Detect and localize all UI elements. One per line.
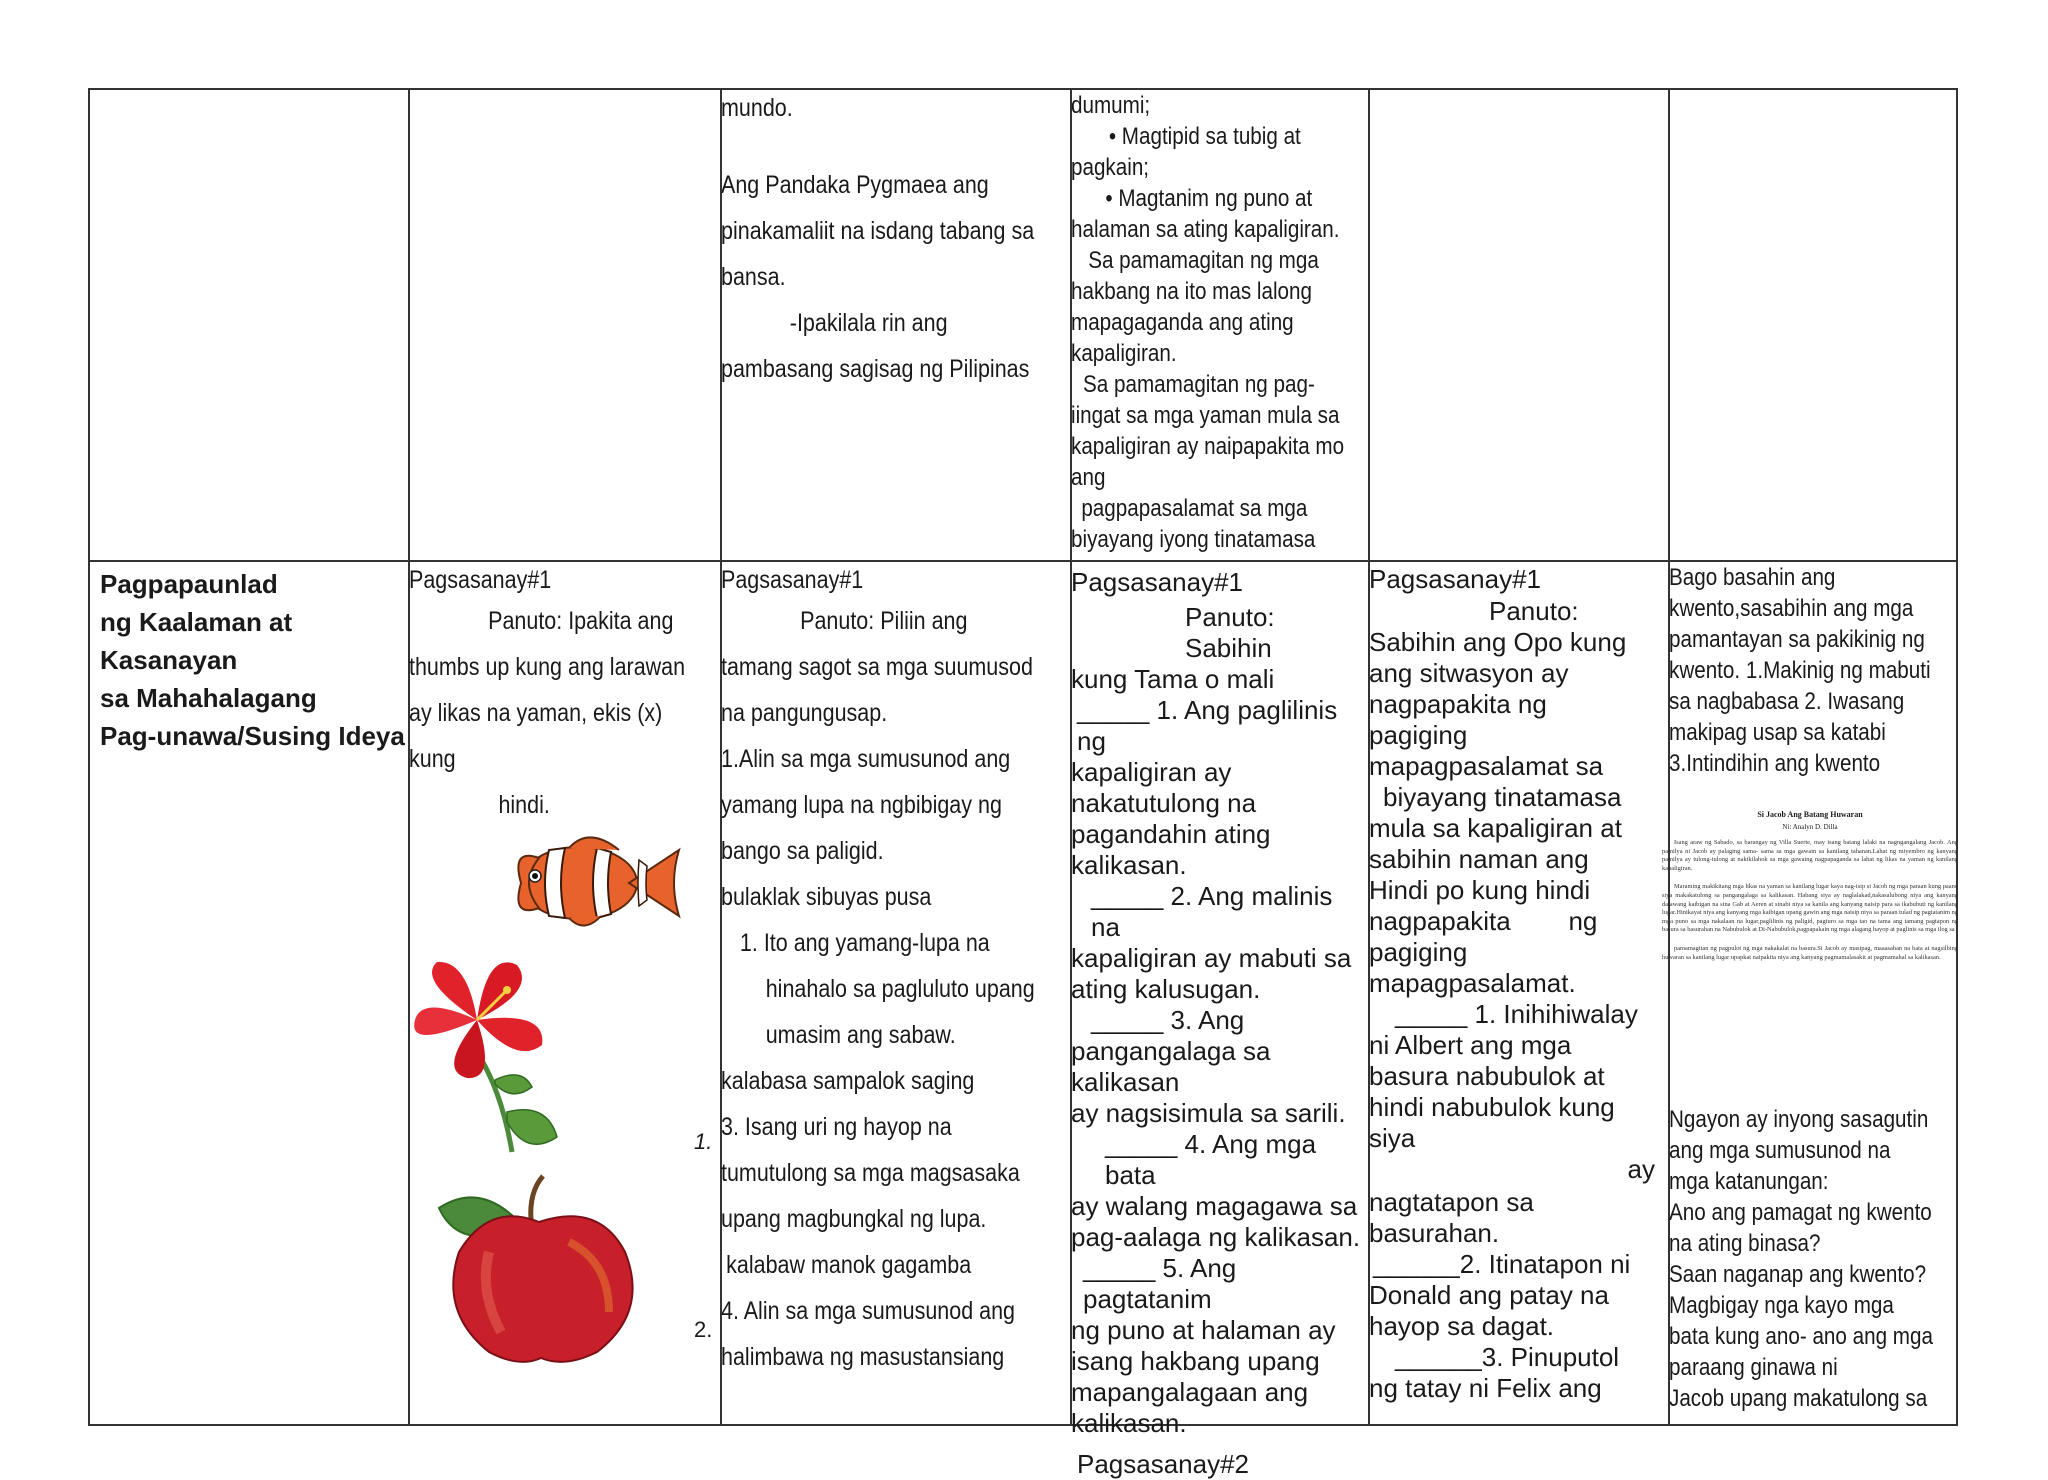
section-label: Pag-unawa/Susing Ideya — [100, 721, 405, 751]
text-line: ang mga sumusunod na — [1669, 1137, 1891, 1164]
text-line: Ngayon ay inyong sasagutin — [1669, 1106, 1929, 1133]
row2-col6-cell — [1669, 562, 1955, 802]
text-line: halaman sa ating kapaligiran. — [1071, 216, 1340, 243]
hibiscus-flower-image — [407, 962, 567, 1162]
row2-col2-cell — [409, 562, 719, 1422]
story-paragraph: Maraming makikitang mga likas na yaman sa kanilang lugar kaya nag-isip si Jacob ng mga paraan kung paano siya makakatulong sa pangangalaga sa kalikasan. Habang siya ay naglalakad,nakasalubong niya ang kanyang dalawang kaibigan na sina Gab at Aeren at sinabi niya sa kanila ang kanyang naisip para sa ikabubuti ng kanilang lugar.Hinikayat niya ang kanyang mga kaibigan upang gawin ang mga naisip niya sa paraan tulad ng pagtatanim ng mga puno sa mga nakalaan na lugar,paglilinis ng paligid, pagturo sa mga tao na tama ang tamang pagtapon ng basura sa basurahan na Nabubulok at Di-Nabubulok,pagpapakain ng mga alagang hayop at paglinis sa mga ilog sa — [1662, 883, 1958, 934]
row2-col3-cell — [721, 562, 1066, 1422]
text-line: Pagsasanay#2 — [1077, 1449, 1250, 1479]
text-line: bansa. — [721, 263, 786, 291]
text-line: kalabasa sampalok saging — [721, 1067, 975, 1095]
text-line: kapaligiran. — [1071, 340, 1177, 367]
text-line: hindi nabubulok kung — [1369, 1092, 1615, 1122]
text-line: Panuto: — [1489, 596, 1579, 626]
section-label: Kasanayan — [100, 645, 238, 675]
text-line: pinakamaliit na isdang tabang sa — [721, 217, 1035, 245]
text-line: nagpapakita ng — [1369, 689, 1547, 719]
text-line: tamang sagot sa mga suumusod — [721, 653, 1033, 681]
story-title: Si Jacob Ang Batang Huwaran — [1757, 810, 1863, 819]
text-line: mapagaganda ang ating — [1071, 309, 1294, 336]
table-border-bottom — [88, 1424, 1957, 1426]
text-line: pagiging — [1369, 720, 1468, 750]
text-line: paraang ginawa ni — [1669, 1354, 1838, 1381]
table-border-left — [88, 88, 90, 1426]
text-line: kapaligiran ay naipapakita mo — [1071, 433, 1345, 460]
text-line: 3. Isang uri ng hayop na — [721, 1113, 952, 1141]
row1-col4-cell — [1071, 90, 1367, 558]
text-line: Bago basahin ang — [1669, 564, 1836, 591]
text-line: ay walang magagawa sa — [1071, 1191, 1358, 1221]
text-line: • Magtanim ng puno at — [1105, 185, 1313, 212]
text-line: pambasang sagisag ng Pilipinas — [721, 355, 1030, 383]
text-line: _____ 3. Ang — [1091, 1005, 1245, 1035]
text-line: bata kung ano- ano ang mga — [1669, 1323, 1933, 1350]
text-line: kung Tama o mali — [1071, 664, 1275, 694]
text-line: isang hakbang upang — [1071, 1346, 1320, 1376]
text-line: _____ 5. Ang pagtatanim — [1083, 1253, 1237, 1314]
text-line: ______3. Pinuputol — [1395, 1342, 1620, 1372]
text-line: Ang Pandaka Pygmaea ang — [721, 171, 989, 199]
text-line: kwento,sasabihin ang mga — [1669, 595, 1914, 622]
text-line: biyayang iyong tinatamasa — [1071, 526, 1316, 553]
text-line: hindi. — [498, 791, 550, 819]
list-marker: 2. — [694, 1317, 713, 1342]
text-line: makipag usap sa katabi — [1669, 719, 1886, 746]
story-excerpt — [1662, 810, 1958, 1090]
text-line: pagkain; — [1071, 154, 1150, 181]
text-line: Pagsasanay#1 — [1369, 564, 1542, 594]
text-line: biyayang tinatamasa — [1383, 782, 1622, 812]
text-line: hinahalo sa pagluluto upang — [765, 975, 1035, 1003]
text-line: Sa pamamagitan ng pag- — [1083, 371, 1315, 398]
text-line: mula sa kapaligiran at — [1369, 813, 1622, 843]
row2-label-cell — [100, 565, 406, 785]
text-line: halimbawa ng masustansiang — [721, 1343, 1005, 1371]
text-line: kapaligiran ay — [1071, 757, 1232, 787]
section-label: Pagpapaunlad — [100, 569, 278, 599]
text-line: mga katanungan: — [1669, 1168, 1829, 1195]
text-line: • Magtipid sa tubig at — [1108, 123, 1301, 150]
text-line: siya — [1369, 1123, 1416, 1153]
text-line: bango sa paligid. — [721, 837, 884, 865]
text-line: basurahan. — [1369, 1218, 1500, 1248]
text-line: _____ 4. Ang mga bata — [1105, 1129, 1317, 1190]
apple-image — [419, 1162, 659, 1372]
text-line: pangangalaga sa kalikasan — [1071, 1036, 1271, 1097]
text-line: sa nagbabasa 2. Iwasang — [1669, 688, 1905, 715]
text-line: basura nabubulok at — [1369, 1061, 1605, 1091]
row2-col6-questions — [1669, 1104, 1955, 1422]
text-line: Magbigay nga kayo mga — [1669, 1292, 1894, 1319]
text-line: kalikasan. — [1071, 1408, 1187, 1438]
text-line: Pagsasanay#1 — [409, 566, 552, 594]
text-line: ang sitwasyon ay — [1369, 658, 1569, 688]
text-line: Hindi po kung hindi — [1369, 875, 1591, 905]
text-line: mapagpasalamat sa — [1369, 751, 1604, 781]
text-line: bulaklak sibuyas pusa — [721, 883, 932, 911]
text-line: yamang lupa na ngbibigay ng — [721, 791, 1002, 819]
text-line: 3.Intindihin ang kwento — [1669, 750, 1881, 777]
text-line: -Ipakilala rin ang — [789, 309, 948, 337]
table-border-right — [1956, 88, 1958, 1426]
text-line: iingat sa mga yaman mula sa — [1071, 402, 1340, 429]
text-line: ng tatay ni Felix ang — [1369, 1373, 1602, 1403]
text-line: mapagpasalamat. — [1369, 968, 1576, 998]
text-line: nagpapakita ng — [1369, 906, 1598, 936]
text-line: mundo. — [721, 94, 793, 122]
text-line: pamantayan sa pakikinig ng — [1669, 626, 1925, 653]
story-paragraph: pamamagitan ng pagpulot ng mga nakakalat na basura.Si Jacob ay masipag, maaasahan na bata at nagsilbing huwaran sa kanilang lugar upapkat naipakita niya ang kanyang pagmamalasakit at pagmamahal sa kalikasan. — [1662, 944, 1958, 961]
row2-col5-cell — [1369, 562, 1667, 1422]
text-line: _____ 1. Ang paglilinis ng — [1077, 695, 1338, 756]
text-line: kwento. 1.Makinig ng mabuti — [1669, 657, 1931, 684]
text-line: Jacob upang makatulong sa — [1669, 1385, 1928, 1412]
text-line: Saan naganap ang kwento? — [1669, 1261, 1927, 1288]
text-line: ______2. Itinatapon ni — [1373, 1249, 1631, 1279]
text-line: ating kalusugan. — [1071, 974, 1261, 1004]
text-line: Pagsasanay#1 — [721, 566, 864, 594]
text-line: Pagsasanay#1 — [1071, 567, 1244, 597]
text-line: dumumi; — [1071, 92, 1151, 119]
text-line: _____ 1. Inihihiwalay — [1395, 999, 1638, 1029]
text-line: nakatutulong na — [1071, 788, 1257, 818]
section-label: ng Kaalaman at — [100, 607, 293, 637]
text-line: Panuto: Ipakita ang — [488, 607, 674, 635]
text-line: Ano ang pamagat ng kwento — [1669, 1199, 1932, 1226]
text-line: upang magbungkal ng lupa. — [721, 1205, 987, 1233]
row1-col3-cell — [721, 90, 1066, 558]
text-line: thumbs up kung ang larawan — [409, 653, 686, 681]
list-marker: 1. — [694, 1129, 713, 1154]
text-line: ay — [1627, 1154, 1655, 1184]
text-line: 1. Ito ang yamang-lupa na — [739, 929, 990, 957]
clownfish-image — [509, 828, 689, 938]
text-line: Sa pamamagitan ng mga — [1088, 247, 1319, 274]
section-label: sa Mahahalagang — [100, 683, 317, 713]
story-paragraph: Isang araw ng Sabado, sa barangay ng Villa Suerte, may isang batang lalaki na nagngangalang Jacob. Ang pamilya ni Jacob ay palaging sama- sama sa mga gawain sa kanilang tahanan.Lahat ng miyembro ng kanyang pamilya ay tulong-tulong at nakikilahok sa mga gawaing nagpapaganda sa lahat ng likas na yaman ng kanilang kapaligiran. — [1662, 839, 1958, 872]
text-line: kalabaw manok gagamba — [726, 1251, 972, 1279]
text-line: pag-aalaga ng kalikasan. — [1071, 1222, 1361, 1252]
text-line: Sabihin ang Opo kung — [1369, 627, 1627, 657]
text-line: ay likas na yaman, ekis (x) — [409, 699, 663, 727]
text-line: 1.Alin sa mga sumusunod ang — [721, 745, 1011, 773]
text-line: 4. Alin sa mga sumusunod ang — [721, 1297, 1016, 1325]
text-line: hayop sa dagat. — [1369, 1311, 1555, 1341]
text-line: na ating binasa? — [1669, 1230, 1821, 1257]
text-line: kalikasan. — [1071, 850, 1187, 880]
text-line: mapangalagaan ang — [1071, 1377, 1309, 1407]
text-line: Donald ang patay na — [1369, 1280, 1609, 1310]
text-line: na pangungusap. — [721, 699, 888, 727]
text-line: pagpapasalamat sa mga — [1081, 495, 1308, 522]
text-line: hakbang na ito mas lalong — [1071, 278, 1312, 305]
text-line: pagandahin ating — [1071, 819, 1271, 849]
row2-col4-cell — [1071, 562, 1367, 1479]
text-line: ang — [1071, 464, 1106, 491]
text-line: umasim ang sabaw. — [765, 1021, 956, 1049]
text-line: pagiging — [1369, 937, 1468, 967]
text-line: kapaligiran ay mabuti sa — [1071, 943, 1352, 973]
text-line — [721, 126, 1065, 162]
text-line: Panuto: Piliin ang — [800, 607, 968, 635]
text-line: _____ 2. Ang malinis na — [1091, 881, 1333, 942]
text-line: kung — [409, 745, 456, 773]
text-line: ng puno at halaman ay — [1071, 1315, 1336, 1345]
text-line: tumutulong sa mga magsasaka — [721, 1159, 1020, 1187]
text-line: ay nagsisimula sa sarili. — [1071, 1098, 1346, 1128]
text-line: Panuto: Sabihin — [1185, 602, 1275, 663]
text-line: ni Albert ang mga — [1369, 1030, 1572, 1060]
text-line: nagtatapon sa — [1369, 1187, 1534, 1217]
text-line: sabihin naman ang — [1369, 844, 1589, 874]
story-author: Ni: Analyn D. Dilla — [1782, 823, 1838, 831]
